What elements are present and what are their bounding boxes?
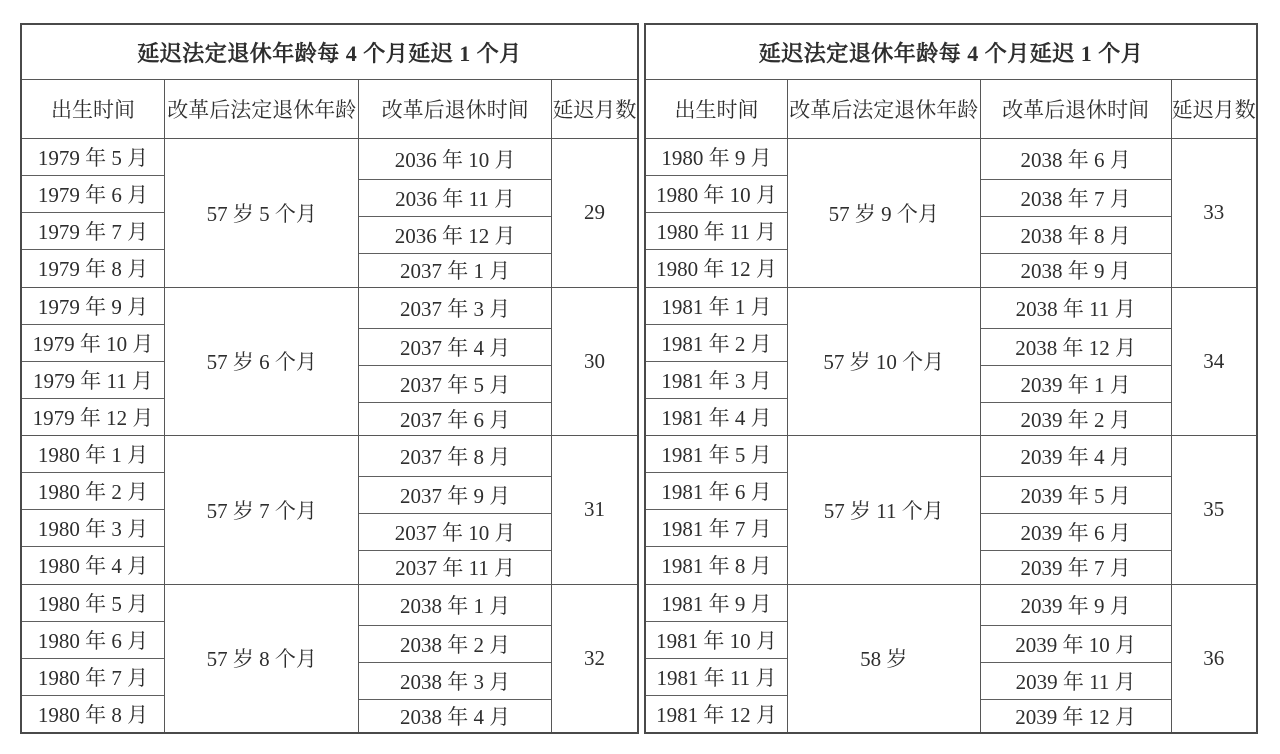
birth-month-cell: 1981 年 11 月: [646, 659, 787, 696]
birth-month-column: [22, 436, 164, 584]
retirement-date-cell: 2038 年 3 月: [359, 663, 550, 700]
delay-months-column: [551, 288, 637, 436]
retirement-date-column: [980, 585, 1171, 733]
delay-months-cell: 31: [583, 497, 605, 522]
birth-month-cell: 1981 年 12 月: [656, 702, 777, 727]
header-statutory-age: 改革后法定退休年龄: [787, 80, 980, 138]
delay-months-column: [1171, 139, 1256, 287]
retirement-date-cell: 2038 年 4 月: [400, 704, 511, 729]
birth-month-cell: 1981 年 4 月: [661, 405, 772, 430]
delay-months-column: [551, 436, 637, 584]
retirement-table-right: [644, 23, 1258, 734]
birth-month-cell: 1980 年 4 月: [37, 554, 149, 579]
retirement-date-cell: 2039 年 4 月: [981, 436, 1171, 477]
birth-month-column: [646, 585, 787, 733]
header-statutory-age: 改革后法定退休年龄: [164, 80, 358, 138]
age-group-row: [646, 584, 1256, 733]
birth-month-cell: 1981 年 6 月: [646, 473, 787, 510]
retirement-age-column: [164, 139, 358, 287]
retirement-date-cell: 2037 年 6 月: [400, 407, 511, 432]
retirement-date-cell: 2037 年 9 月: [359, 477, 550, 514]
retirement-age-column: [787, 288, 980, 436]
birth-month-cell: 1980 年 9 月: [646, 139, 787, 176]
table-title: 延迟法定退休年龄每 4 个月延迟 1 个月: [646, 25, 1256, 80]
retirement-age-cell: 57 岁 6 个月: [206, 350, 317, 375]
birth-month-column: [22, 288, 164, 436]
header-birth-time: 出生时间: [51, 98, 136, 122]
delay-months-cell: 30: [583, 348, 605, 373]
header-delay-months: 延迟月数: [1171, 80, 1256, 138]
retirement-date-cell: 2039 年 12 月: [1015, 704, 1136, 729]
header-delay-months: 延迟月数: [551, 80, 637, 138]
retirement-age-cell: 58 岁: [860, 647, 908, 672]
delay-months-column: [1171, 436, 1256, 584]
birth-month-cell: 1981 年 1 月: [646, 288, 787, 325]
birth-month-cell: 1980 年 10 月: [646, 176, 787, 213]
birth-month-cell: 1981 年 7 月: [646, 510, 787, 547]
retirement-date-column: [980, 288, 1171, 436]
age-group-row: [22, 287, 637, 436]
birth-month-cell: 1980 年 5 月: [22, 585, 164, 622]
birth-month-cell: 1979 年 8 月: [37, 257, 149, 282]
birth-month-cell: 1981 年 3 月: [646, 362, 787, 399]
delay-months-cell: 36: [1203, 645, 1225, 670]
retirement-age-cell: 57 岁 10 个月: [823, 350, 945, 375]
birth-month-cell: 1981 年 5 月: [646, 436, 787, 473]
retirement-date-cell: 2037 年 4 月: [359, 329, 550, 366]
birth-month-column: [646, 288, 787, 436]
retirement-age-column: [164, 288, 358, 436]
retirement-date-cell: 2039 年 1 月: [981, 366, 1171, 403]
birth-month-cell: 1980 年 2 月: [22, 473, 164, 510]
retirement-date-cell: 2036 年 10 月: [359, 139, 550, 180]
retirement-date-cell: 2038 年 6 月: [981, 139, 1171, 180]
header-birth-time: 出生时间: [674, 98, 759, 122]
retirement-age-column: [787, 436, 980, 584]
retirement-date-cell: 2038 年 2 月: [359, 626, 550, 663]
delay-months-column: [551, 585, 637, 733]
birth-month-cell: 1979 年 5 月: [22, 139, 164, 176]
header-retire-time: 改革后退休时间: [980, 80, 1171, 138]
retirement-date-column: [980, 139, 1171, 287]
age-group-row: [646, 287, 1256, 436]
retirement-date-cell: 2038 年 11 月: [981, 288, 1171, 329]
retirement-date-column: [358, 288, 550, 436]
retirement-date-cell: 2038 年 9 月: [1020, 259, 1131, 284]
retirement-age-cell: 57 岁 5 个月: [206, 201, 317, 226]
retirement-age-cell: 57 岁 9 个月: [828, 201, 939, 226]
retirement-date-cell: 2037 年 5 月: [359, 366, 550, 403]
birth-month-cell: 1981 年 2 月: [646, 325, 787, 362]
birth-month-cell: 1981 年 8 月: [661, 554, 772, 579]
age-group-row: [646, 139, 1256, 287]
retirement-date-column: [980, 436, 1171, 584]
retirement-date-cell: 2036 年 11 月: [359, 180, 550, 217]
birth-month-cell: 1980 年 6 月: [22, 622, 164, 659]
delay-months-cell: 29: [583, 200, 605, 225]
table-body: [646, 139, 1256, 732]
retirement-date-cell: 2037 年 10 月: [359, 514, 550, 551]
retirement-date-cell: 2039 年 10 月: [981, 626, 1171, 663]
birth-month-cell: 1979 年 10 月: [22, 325, 164, 362]
header-retire-time: 改革后退休时间: [358, 80, 550, 138]
retirement-date-cell: 2036 年 12 月: [359, 217, 550, 254]
retirement-table-left: [20, 23, 639, 734]
retirement-date-column: [358, 436, 550, 584]
table-header-row: [646, 80, 1256, 139]
delay-months-column: [1171, 288, 1256, 436]
table-body: [22, 139, 637, 732]
birth-month-cell: 1980 年 12 月: [656, 257, 777, 282]
table-title: 延迟法定退休年龄每 4 个月延迟 1 个月: [22, 25, 637, 80]
table-header-row: [22, 80, 637, 139]
retirement-date-cell: 2039 年 7 月: [1020, 556, 1131, 581]
retirement-age-cell: 57 岁 8 个月: [206, 647, 317, 672]
birth-month-column: [646, 139, 787, 287]
retirement-age-column: [787, 139, 980, 287]
birth-month-cell: 1980 年 3 月: [22, 510, 164, 547]
birth-month-cell: 1980 年 1 月: [22, 436, 164, 473]
delay-months-cell: 35: [1203, 497, 1225, 522]
retirement-date-cell: 2037 年 11 月: [395, 556, 516, 581]
delay-months-column: [551, 139, 637, 287]
age-group-row: [646, 435, 1256, 584]
delay-months-cell: 33: [1203, 200, 1225, 225]
retirement-date-column: [358, 139, 550, 287]
birth-month-column: [646, 436, 787, 584]
birth-month-column: [22, 139, 164, 287]
retirement-date-cell: 2039 年 9 月: [981, 585, 1171, 626]
birth-month-cell: 1981 年 10 月: [646, 622, 787, 659]
delay-months-cell: 34: [1203, 348, 1225, 373]
retirement-date-cell: 2037 年 3 月: [359, 288, 550, 329]
birth-month-cell: 1979 年 9 月: [22, 288, 164, 325]
retirement-date-cell: 2039 年 6 月: [981, 514, 1171, 551]
birth-month-cell: 1979 年 7 月: [22, 213, 164, 250]
birth-month-cell: 1980 年 7 月: [22, 659, 164, 696]
retirement-date-column: [358, 585, 550, 733]
age-group-row: [22, 584, 637, 733]
retirement-age-column: [787, 585, 980, 733]
age-group-row: [22, 139, 637, 287]
retirement-date-cell: 2039 年 11 月: [981, 663, 1171, 700]
retirement-date-cell: 2039 年 2 月: [1020, 407, 1131, 432]
retirement-date-cell: 2038 年 12 月: [981, 329, 1171, 366]
birth-month-cell: 1980 年 11 月: [646, 213, 787, 250]
retirement-age-column: [164, 436, 358, 584]
retirement-date-cell: 2039 年 5 月: [981, 477, 1171, 514]
birth-month-cell: 1981 年 9 月: [646, 585, 787, 622]
delay-months-cell: 32: [583, 645, 605, 670]
retirement-date-cell: 2038 年 8 月: [981, 217, 1171, 254]
birth-month-cell: 1980 年 8 月: [37, 702, 149, 727]
retirement-age-cell: 57 岁 11 个月: [823, 498, 944, 523]
retirement-date-cell: 2038 年 1 月: [359, 585, 550, 626]
retirement-date-cell: 2037 年 8 月: [359, 436, 550, 477]
retirement-age-column: [164, 585, 358, 733]
birth-month-cell: 1979 年 12 月: [32, 405, 154, 430]
birth-month-column: [22, 585, 164, 733]
birth-month-cell: 1979 年 6 月: [22, 176, 164, 213]
retirement-age-cell: 57 岁 7 个月: [206, 498, 317, 523]
birth-month-cell: 1979 年 11 月: [22, 362, 164, 399]
age-group-row: [22, 435, 637, 584]
retirement-date-cell: 2037 年 1 月: [400, 259, 511, 284]
retirement-date-cell: 2038 年 7 月: [981, 180, 1171, 217]
delay-months-column: [1171, 585, 1256, 733]
